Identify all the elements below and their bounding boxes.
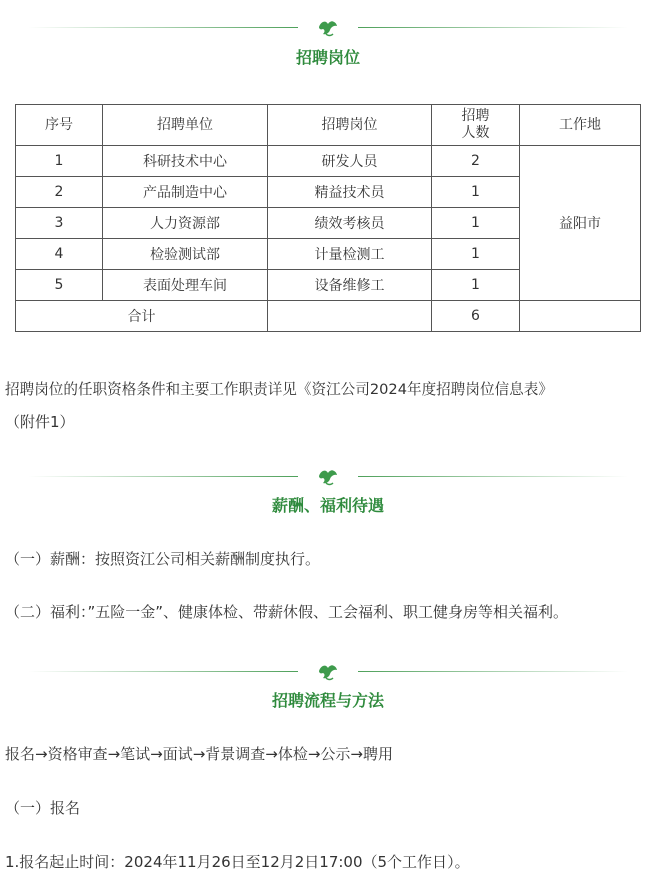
leaf-emblem-icon: [316, 662, 340, 682]
header-unit: 招聘单位: [103, 105, 268, 146]
section-divider: [28, 662, 628, 682]
cell-unit: 人力资源部: [103, 208, 268, 239]
header-count-line1: 招聘: [461, 108, 490, 124]
welfare-text: （二）福利：”五险一金”、健康体检、带薪休假、工会福利、职工健身房等相关福利。: [5, 603, 569, 621]
section-title-positions: 招聘岗位: [295, 48, 360, 67]
cell-post: 设备维修工: [268, 270, 432, 301]
table-total-row: [16, 301, 641, 332]
section-title-salary: 薪酬、福利待遇: [271, 496, 384, 515]
cell-count: 1: [432, 270, 520, 301]
cell-total-count: 6: [432, 301, 520, 332]
cell-location: 益阳市: [520, 146, 641, 301]
cell-total-location-empty: [520, 301, 641, 332]
section-divider: [28, 18, 628, 38]
salary-text: （一）薪酬：按照资江公司相关薪酬制度执行。: [5, 550, 321, 568]
positions-table: [15, 104, 641, 332]
cell-post: 计量检测工: [268, 239, 432, 270]
header-count: [432, 105, 520, 146]
leaf-emblem-icon: [316, 467, 340, 487]
cell-no: 4: [16, 239, 103, 270]
cell-unit: 表面处理车间: [103, 270, 268, 301]
qualification-line1: 招聘岗位的任职资格条件和主要工作职责详见《资江公司2024年度招聘岗位信息表》: [5, 381, 553, 398]
process-flow-text: 报名→资格审查→笔试→面试→背景调查→体检→公示→聘用: [5, 745, 393, 763]
cell-post: 精益技术员: [268, 177, 432, 208]
cell-count: 2: [432, 146, 520, 177]
leaf-emblem-icon: [316, 18, 340, 38]
header-location: 工作地: [520, 105, 641, 146]
section-title-process: 招聘流程与方法: [271, 691, 384, 710]
cell-post: 绩效考核员: [268, 208, 432, 239]
cell-no: 3: [16, 208, 103, 239]
cell-count: 1: [432, 177, 520, 208]
cell-no: 2: [16, 177, 103, 208]
section-divider: [28, 467, 628, 487]
cell-unit: 产品制造中心: [103, 177, 268, 208]
table-header-row: [16, 105, 641, 146]
cell-no: 1: [16, 146, 103, 177]
cell-count: 1: [432, 239, 520, 270]
cell-no: 5: [16, 270, 103, 301]
cell-unit: 检验测试部: [103, 239, 268, 270]
cell-total-label: 合计: [16, 301, 268, 332]
header-post: 招聘岗位: [268, 105, 432, 146]
header-count-line2: 人数: [461, 125, 490, 141]
signup-time-text: 1.报名起止时间：2024年11月26日至12月2日17:00（5个工作日）。: [5, 853, 470, 871]
qualification-line2: （附件1）: [5, 413, 75, 431]
cell-total-empty: [268, 301, 432, 332]
header-no: 序号: [16, 105, 103, 146]
signup-heading: （一）报名: [5, 799, 81, 817]
table-row: [16, 146, 641, 177]
cell-unit: 科研技术中心: [103, 146, 268, 177]
cell-post: 研发人员: [268, 146, 432, 177]
cell-count: 1: [432, 208, 520, 239]
